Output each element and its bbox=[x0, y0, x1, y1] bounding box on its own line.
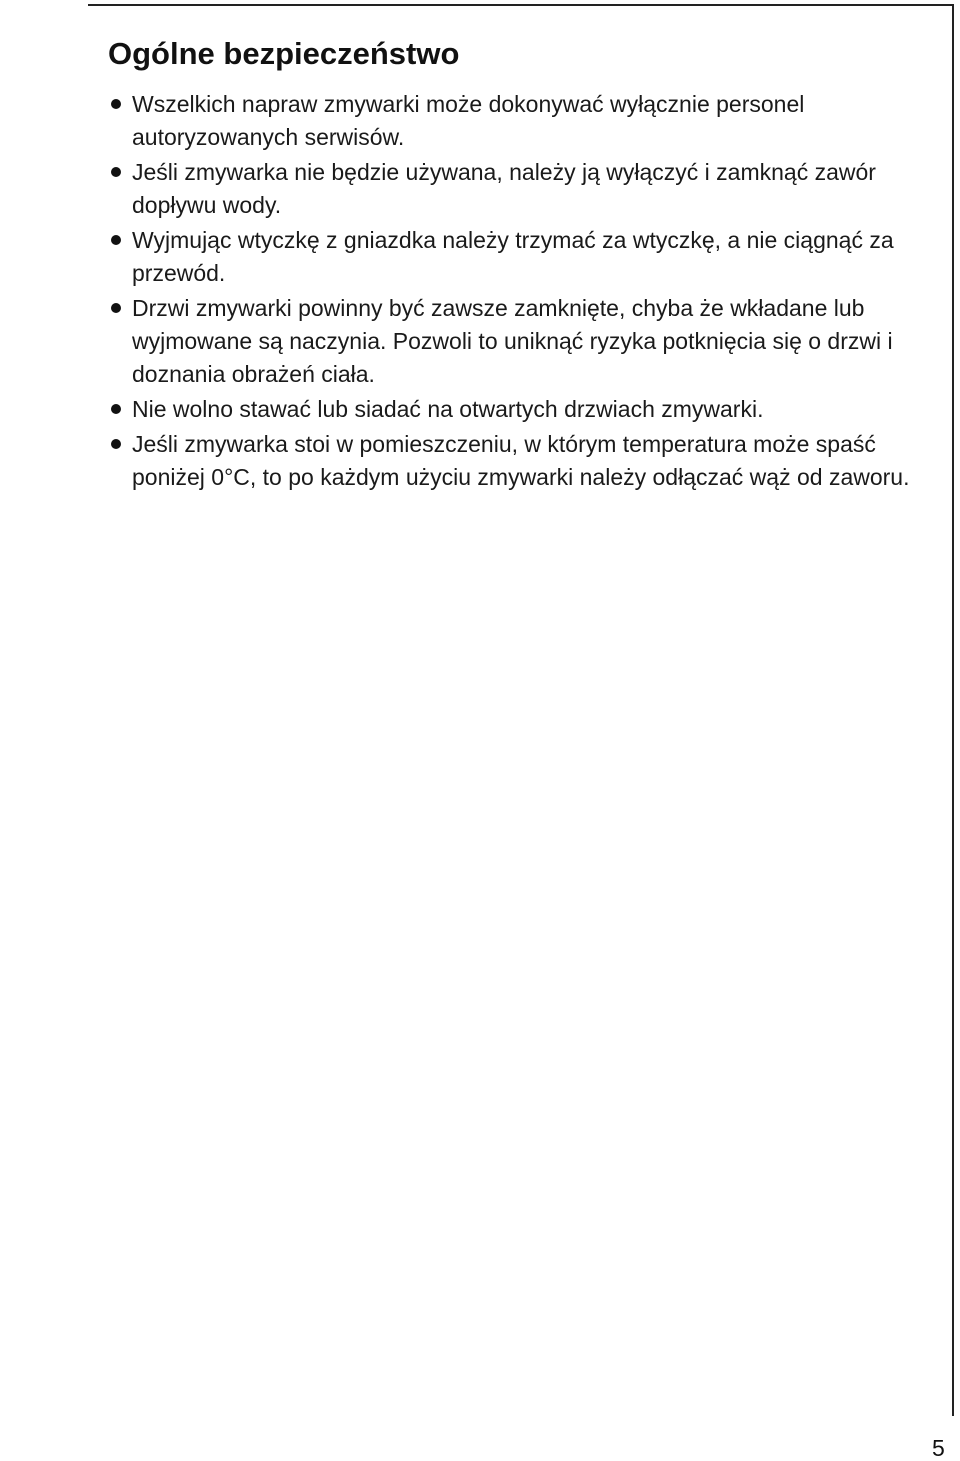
safety-bullet-list bbox=[108, 88, 928, 494]
list-item bbox=[108, 292, 928, 391]
bullet-icon bbox=[111, 303, 121, 313]
bullet-icon bbox=[111, 99, 121, 109]
list-item bbox=[108, 428, 928, 494]
page-content bbox=[108, 34, 928, 496]
bullet-text: Jeśli zmywarka nie będzie używana, należy ją wyłączyć i zamknąć zawór dopływu wody. bbox=[132, 159, 876, 218]
page-frame-top-rule bbox=[88, 4, 954, 6]
bullet-text: Nie wolno stawać lub siadać na otwartych drzwiach zmywarki. bbox=[132, 396, 764, 422]
bullet-text: Jeśli zmywarka stoi w pomieszczeniu, w którym temperatura może spaść poniżej 0°C, to po każdym użyciu zmywarki należy odłączać wąż od zaworu. bbox=[132, 431, 910, 490]
bullet-text: Drzwi zmywarki powinny być zawsze zamknięte, chyba że wkładane lub wyjmowane są naczynia. Pozwoli to uniknąć ryzyka potknięcia się o drzwi i doznania obrażeń ciała. bbox=[132, 295, 893, 387]
page-frame-right-rule bbox=[952, 4, 954, 1416]
bullet-icon bbox=[111, 404, 121, 414]
list-item bbox=[108, 224, 928, 290]
page-number: 5 bbox=[932, 1435, 945, 1461]
list-item bbox=[108, 156, 928, 222]
bullet-text: Wszelkich napraw zmywarki może dokonywać wyłącznie personel autoryzowanych serwisów. bbox=[132, 91, 805, 150]
section-heading: Ogólne bezpieczeństwo bbox=[108, 36, 460, 71]
bullet-icon bbox=[111, 235, 121, 245]
bullet-icon bbox=[111, 167, 121, 177]
bullet-text: Wyjmując wtyczkę z gniazdka należy trzymać za wtyczkę, a nie ciągnąć za przewód. bbox=[132, 227, 894, 286]
list-item bbox=[108, 393, 928, 426]
bullet-icon bbox=[111, 439, 121, 449]
list-item bbox=[108, 88, 928, 154]
